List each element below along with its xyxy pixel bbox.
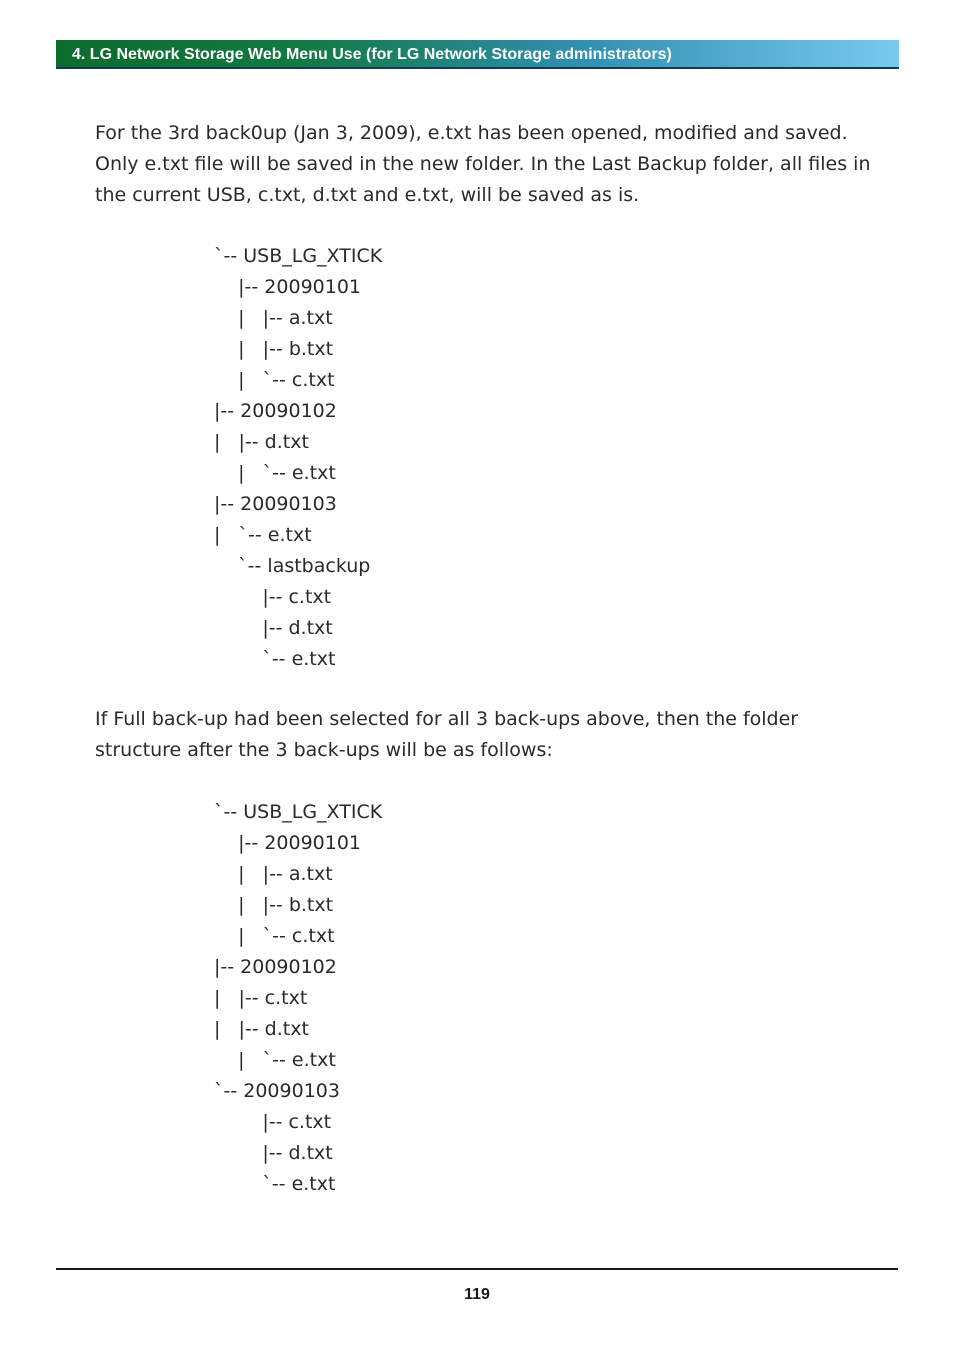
tree-line: | |-- b.txt	[214, 894, 334, 916]
middle-line: If Full back-up had been selected for all 3 back-ups above, then the folder	[95, 708, 799, 730]
tree-line: | |-- d.txt	[214, 431, 309, 453]
tree-line: | `-- e.txt	[214, 462, 336, 484]
intro-line: Only e.txt file will be saved in the new folder. In the Last Backup folder, all files in	[95, 153, 871, 175]
full-backup-paragraph	[95, 704, 895, 766]
section-title: 4. LG Network Storage Web Menu Use (for LG Network Storage administrators)	[72, 46, 672, 63]
tree-line: `-- e.txt	[214, 1173, 336, 1195]
tree-line: `-- USB_LG_XTICK	[214, 245, 383, 267]
tree-line: |-- 20090102	[214, 956, 337, 978]
tree-line: |-- c.txt	[214, 586, 332, 608]
tree-line: `-- 20090103	[214, 1080, 340, 1102]
tree-line: | `-- c.txt	[214, 369, 335, 391]
middle-line: structure after the 3 back-ups will be as follows:	[95, 739, 553, 761]
tree-line: | `-- e.txt	[214, 1049, 336, 1071]
tree-line: | `-- e.txt	[214, 524, 312, 546]
tree-line: |-- d.txt	[214, 617, 333, 639]
tree-line: |-- 20090103	[214, 493, 337, 515]
tree-line: |-- c.txt	[214, 1111, 332, 1133]
tree-line: `-- lastbackup	[214, 555, 371, 577]
intro-line: the current USB, c.txt, d.txt and e.txt, will be saved as is.	[95, 184, 640, 206]
folder-tree-incremental	[214, 241, 382, 675]
tree-line: |-- 20090101	[214, 832, 362, 854]
tree-line: |-- 20090101	[214, 276, 362, 298]
tree-line: |-- d.txt	[214, 1142, 333, 1164]
page-number: 119	[464, 1286, 490, 1303]
folder-tree-full	[214, 797, 382, 1200]
tree-line: | |-- a.txt	[214, 863, 333, 885]
tree-line: | |-- a.txt	[214, 307, 333, 329]
section-header-bar	[56, 40, 899, 69]
tree-line: | |-- d.txt	[214, 1018, 309, 1040]
intro-paragraph	[95, 118, 895, 211]
footer-divider	[56, 1268, 898, 1270]
tree-line: | |-- b.txt	[214, 338, 334, 360]
intro-line: For the 3rd back0up (Jan 3, 2009), e.txt has been opened, modified and saved.	[95, 122, 848, 144]
tree-line: `-- e.txt	[214, 648, 336, 670]
tree-line: |-- 20090102	[214, 400, 337, 422]
tree-line: | `-- c.txt	[214, 925, 335, 947]
tree-line: | |-- c.txt	[214, 987, 308, 1009]
tree-line: `-- USB_LG_XTICK	[214, 801, 383, 823]
